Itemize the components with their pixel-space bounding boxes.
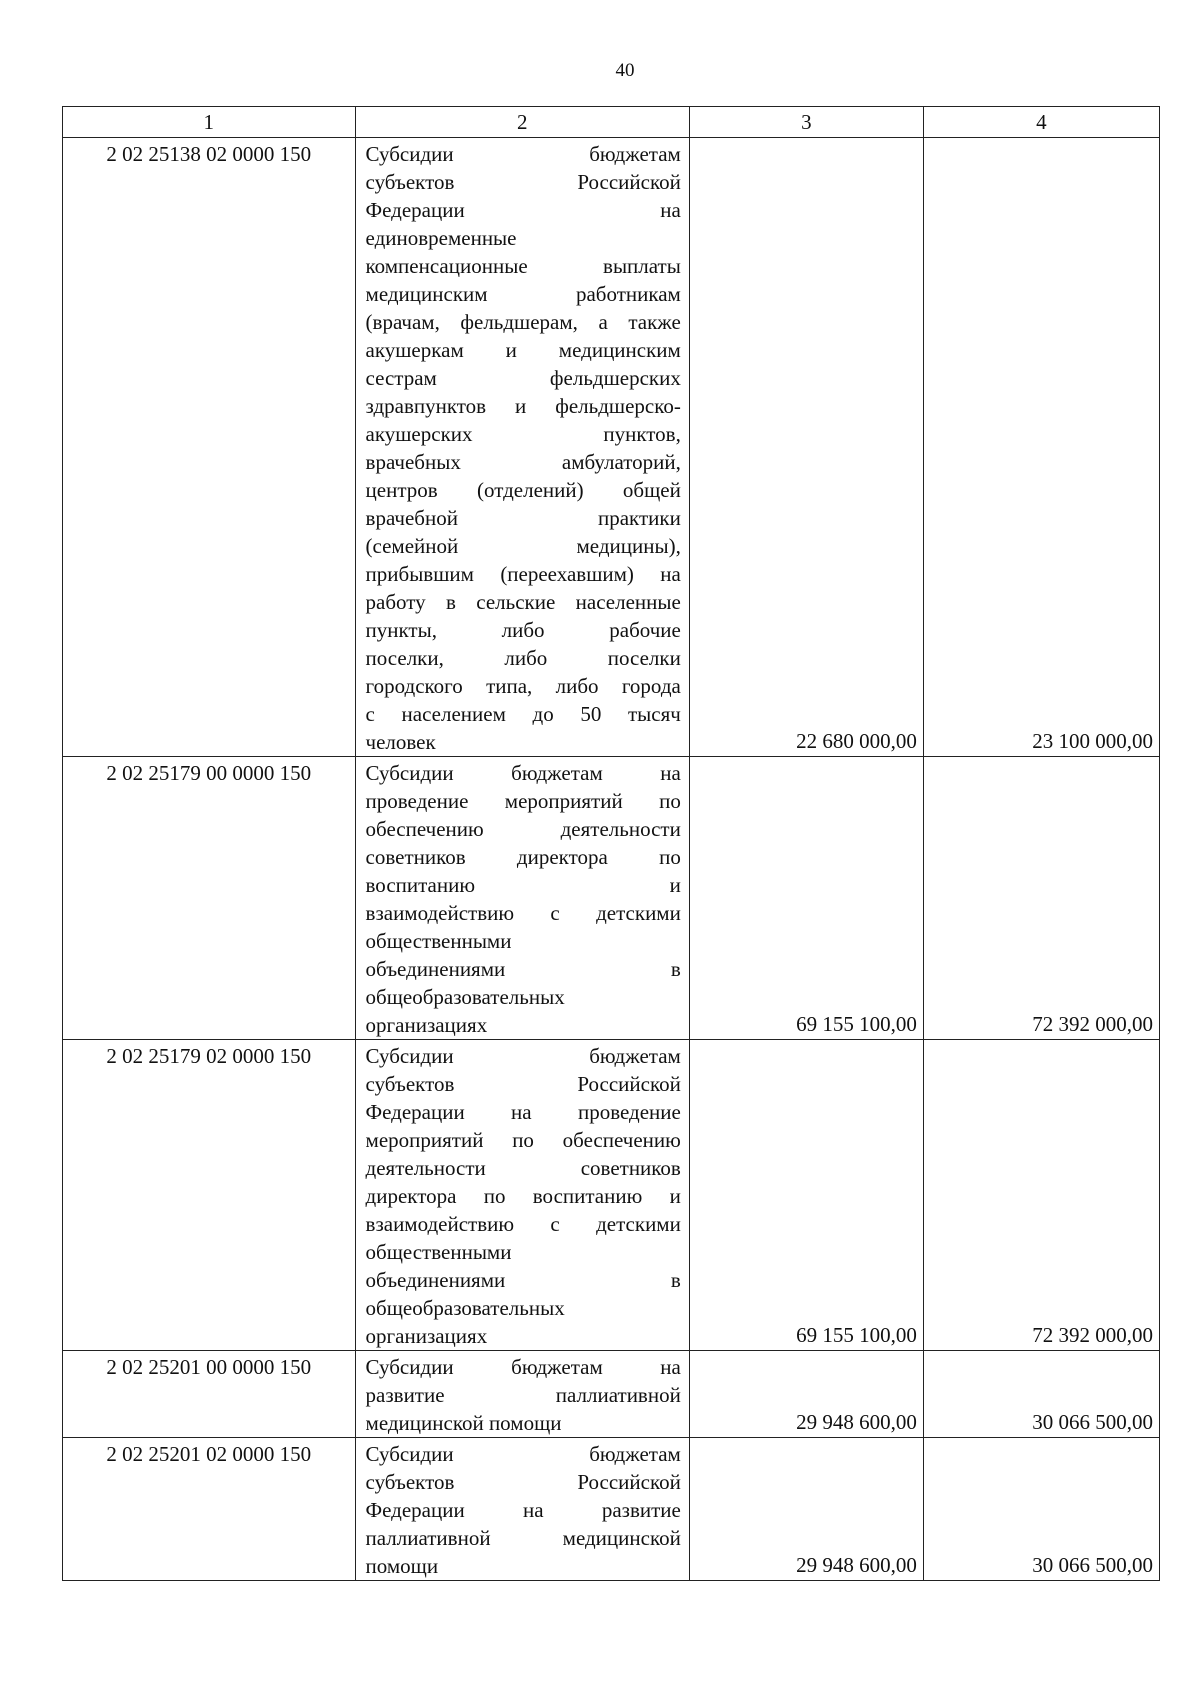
description-line: паллиативной медицинской <box>365 1526 681 1550</box>
amount-column-3: 69 155 100,00 <box>689 1040 923 1351</box>
description-line: мероприятий по обеспечению <box>365 1128 681 1152</box>
description-line: работу в сельские населенные <box>365 590 681 614</box>
description-line: деятельности советников <box>365 1156 681 1180</box>
budget-code: 2 02 25201 02 0000 150 <box>63 1438 356 1581</box>
description-line: общественными <box>365 929 512 953</box>
table-row <box>63 1438 1160 1581</box>
description-line: субъектов Российской <box>365 170 681 194</box>
description-line: врачебной практики <box>365 506 681 530</box>
description-line: Субсидии бюджетам на <box>365 1355 681 1379</box>
description-line: Федерации на <box>365 198 681 222</box>
description-line: обеспечению деятельности <box>365 817 681 841</box>
amount-column-3: 29 948 600,00 <box>689 1351 923 1438</box>
amount-column-3: 22 680 000,00 <box>689 138 923 757</box>
description-line: здравпунктов и фельдшерско- <box>365 394 681 418</box>
description-line: Субсидии бюджетам на <box>365 761 681 785</box>
table-header <box>63 107 1160 138</box>
table-row <box>63 757 1160 1040</box>
description-line: (врачам, фельдшерам, а также <box>365 310 681 334</box>
description-line: объединениями в <box>365 957 681 981</box>
description-line: помощи <box>365 1554 439 1578</box>
description-line: общеобразовательных <box>365 1296 565 1320</box>
budget-code: 2 02 25179 02 0000 150 <box>63 1040 356 1351</box>
description-line: акушерских пунктов, <box>365 422 681 446</box>
description-line: воспитанию и <box>365 873 681 897</box>
budget-code: 2 02 25138 02 0000 150 <box>63 138 356 757</box>
page-number: 40 <box>615 60 635 81</box>
budget-code: 2 02 25201 00 0000 150 <box>63 1351 356 1438</box>
header-cell-4: 4 <box>923 107 1159 138</box>
description-line: объединениями в <box>365 1268 681 1292</box>
description-line: медицинской помощи <box>365 1411 562 1435</box>
description-line: компенсационные выплаты <box>365 254 681 278</box>
description-line: Субсидии бюджетам <box>365 1044 681 1068</box>
header-cell-1: 1 <box>63 107 356 138</box>
description-line: пункты, либо рабочие <box>365 618 681 642</box>
table-body <box>63 138 1160 1581</box>
description-line: центров (отделений) общей <box>365 478 681 502</box>
description-line: Федерации на проведение <box>365 1100 681 1124</box>
description-line: общеобразовательных <box>365 985 565 1009</box>
description-line: субъектов Российской <box>365 1470 681 1494</box>
description-line: субъектов Российской <box>365 1072 681 1096</box>
description-line: акушеркам и медицинским <box>365 338 681 362</box>
description-line: Федерации на развитие <box>365 1498 681 1522</box>
description-line: Субсидии бюджетам <box>365 1442 681 1466</box>
header-cell-3: 3 <box>689 107 923 138</box>
description-line: взаимодействию с детскими <box>365 901 681 925</box>
amount-column-4: 72 392 000,00 <box>923 1040 1159 1351</box>
description-line: организациях <box>365 1013 488 1037</box>
description-line: прибывшим (переехавшим) на <box>365 562 681 586</box>
description-line: медицинским работникам <box>365 282 681 306</box>
description-cell <box>355 1040 689 1351</box>
header-cell-2: 2 <box>355 107 689 138</box>
description-line: Субсидии бюджетам <box>365 142 681 166</box>
amount-column-4: 30 066 500,00 <box>923 1351 1159 1438</box>
description-line: директора по воспитанию и <box>365 1184 681 1208</box>
table-row <box>63 138 1160 757</box>
amount-column-4: 72 392 000,00 <box>923 757 1159 1040</box>
description-line: городского типа, либо города <box>365 674 681 698</box>
description-line: организациях <box>365 1324 488 1348</box>
header-row <box>63 107 1160 138</box>
budget-code: 2 02 25179 00 0000 150 <box>63 757 356 1040</box>
table-row <box>63 1351 1160 1438</box>
budget-table <box>62 106 1160 1581</box>
description-line: единовременные <box>365 226 517 250</box>
description-cell <box>355 1438 689 1581</box>
description-line: с населением до 50 тысяч <box>365 702 681 726</box>
description-line: взаимодействию с детскими <box>365 1212 681 1236</box>
description-line: советников директора по <box>365 845 681 869</box>
amount-column-4: 23 100 000,00 <box>923 138 1159 757</box>
description-cell <box>355 757 689 1040</box>
amount-column-3: 29 948 600,00 <box>689 1438 923 1581</box>
amount-column-3: 69 155 100,00 <box>689 757 923 1040</box>
description-cell <box>355 1351 689 1438</box>
description-line: врачебных амбулаторий, <box>365 450 681 474</box>
description-line: человек <box>365 730 436 754</box>
table-row <box>63 1040 1160 1351</box>
description-line: поселки, либо поселки <box>365 646 681 670</box>
description-line: развитие паллиативной <box>365 1383 681 1407</box>
description-line: сестрам фельдшерских <box>365 366 681 390</box>
description-line: (семейной медицины), <box>365 534 681 558</box>
description-cell <box>355 138 689 757</box>
description-line: проведение мероприятий по <box>365 789 681 813</box>
description-line: общественными <box>365 1240 512 1264</box>
amount-column-4: 30 066 500,00 <box>923 1438 1159 1581</box>
